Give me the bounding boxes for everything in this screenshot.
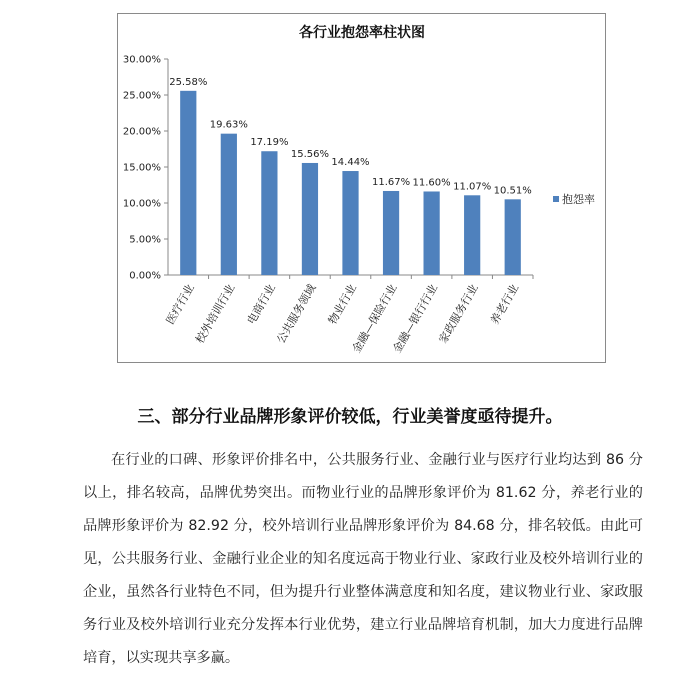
chart-container (117, 13, 606, 363)
data-label: 10.51% (493, 185, 532, 197)
data-label: 19.63% (209, 119, 248, 131)
x-tick-label: 物业行业 (325, 282, 360, 327)
y-tick-label: 0.00% (129, 270, 161, 282)
chart-title: 各行业抱怨率柱状图 (299, 25, 425, 41)
x-tick-label: 校外培训行业 (193, 282, 238, 346)
data-label: 11.07% (453, 181, 492, 193)
bar (180, 91, 196, 275)
data-label: 15.56% (290, 148, 330, 160)
data-label: 14.44% (331, 157, 370, 169)
bar (302, 163, 318, 275)
y-tick-label: 5.00% (129, 234, 161, 246)
y-tick-label: 30.00% (122, 54, 161, 66)
bar (464, 195, 480, 275)
legend-label: 抱怨率 (562, 193, 595, 206)
bar-chart (118, 14, 605, 362)
bar (261, 151, 277, 275)
data-label: 11.67% (371, 176, 411, 188)
x-tick-label: 金融—保险行业 (349, 282, 400, 356)
bar (221, 134, 237, 275)
x-tick-label: 金融—银行行业 (390, 282, 441, 356)
x-tick-label: 电商行业 (244, 282, 278, 327)
y-tick-label: 20.00% (122, 126, 161, 138)
bar (505, 199, 521, 275)
x-tick-label: 家政服务行业 (436, 282, 481, 346)
data-label: 17.19% (250, 137, 289, 149)
section-heading: 三、部分行业品牌形象评价较低，行业美誉度亟待提升。 (137, 407, 563, 427)
chart-legend (553, 192, 595, 206)
data-label: 11.60% (412, 177, 451, 189)
bar (342, 171, 358, 275)
data-label: 25.58% (169, 76, 208, 88)
y-tick-label: 25.00% (122, 90, 161, 102)
bar (424, 191, 440, 275)
bar (383, 191, 399, 275)
x-tick-label: 医疗行业 (163, 282, 197, 327)
y-tick-label: 10.00% (122, 198, 161, 210)
x-tick-label: 公共服务领域 (274, 282, 319, 346)
body-paragraph: 在行业的口碑、形象评价排名中，公共服务行业、金融行业与医疗行业均达到 86 分以上，排名较高，品牌优势突出。而物业行业的品牌形象评价为 81.62 分，养老行业的品牌形象评价为 82.92 分，校外培训行业品牌形象评价为 84.68 分，排名较低。由此可见，公共服务行业、金融行业企业的知名度远高于物业行业、家政行业及校外培训行业的企业，虽然各行业特色不同，但为提升行业整体满意度和知名度，建议物业行业、家政服务行业及校外培训行业充分发挥本行业优势，建立行业品牌培育机制，加大力度进行品牌培育，以实现共享多赢。 (83, 452, 643, 666)
y-tick-label: 15.00% (122, 162, 161, 174)
x-tick-label: 养老行业 (488, 282, 522, 327)
legend-swatch (553, 196, 559, 202)
